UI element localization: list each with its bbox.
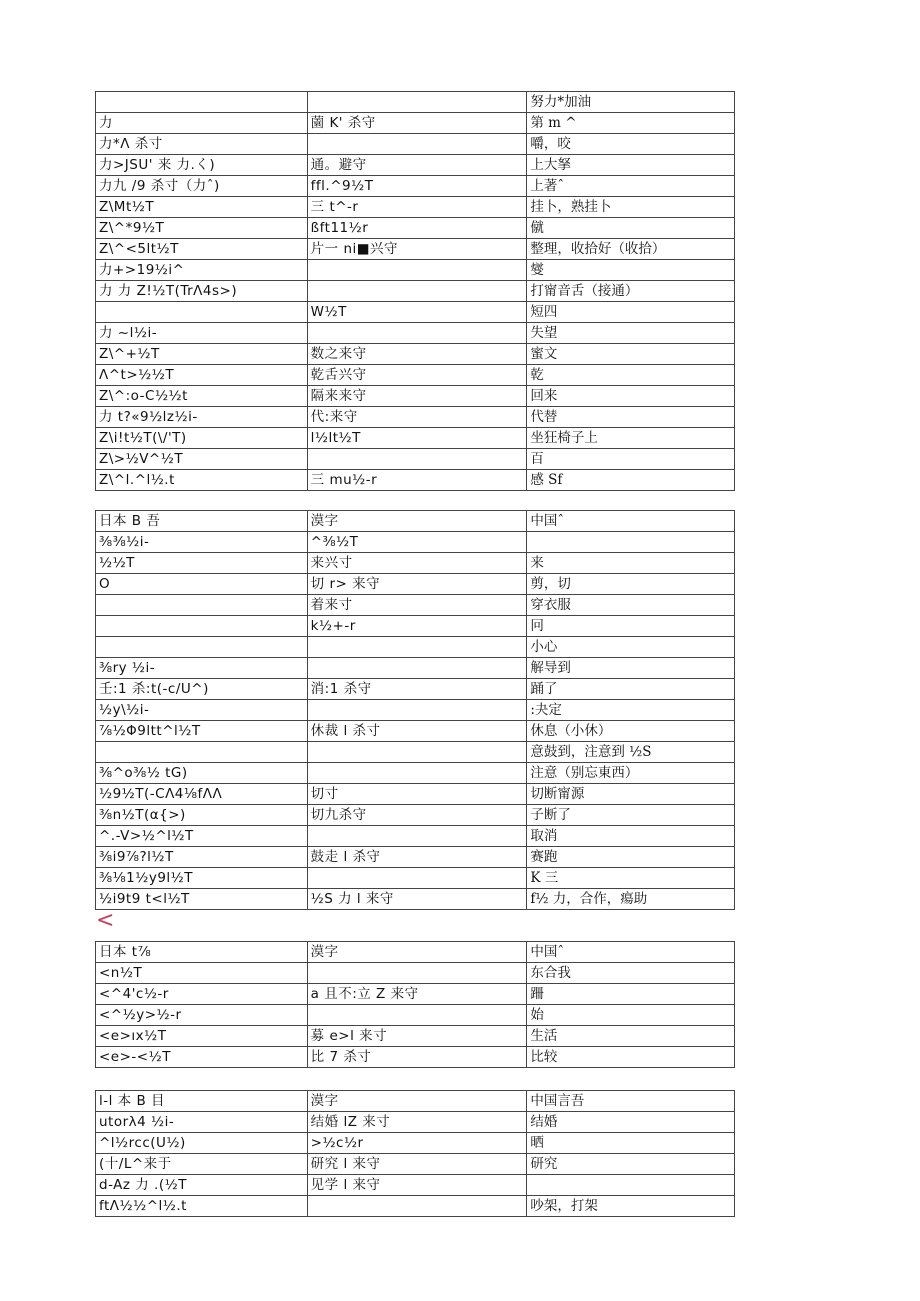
japanese-cell: ftΛ½½^l½.t xyxy=(96,1196,308,1217)
chinese-cell: :夬定 xyxy=(527,700,735,721)
kanji-cell: 通。避守 xyxy=(307,155,527,176)
table-row xyxy=(96,532,735,553)
table-row xyxy=(96,1154,735,1175)
kanji-cell xyxy=(307,963,527,984)
japanese-cell: <e>-<½T xyxy=(96,1047,308,1068)
vocab-table-2 xyxy=(95,510,735,910)
japanese-cell: ½9½T(-CΛ4⅛fΛΛ xyxy=(96,784,308,805)
table-row xyxy=(96,616,735,637)
table-row xyxy=(96,449,735,470)
table-row xyxy=(96,679,735,700)
table-row xyxy=(96,889,735,910)
kanji-cell xyxy=(307,700,527,721)
japanese-cell: ⅜ry ½i- xyxy=(96,658,308,679)
table-row xyxy=(96,1175,735,1196)
chinese-cell: K 三 xyxy=(527,868,735,889)
japanese-cell: Z\>½V^½T xyxy=(96,449,308,470)
table-row xyxy=(96,260,735,281)
table-row xyxy=(96,763,735,784)
kanji-cell: 乾舌兴守 xyxy=(307,365,527,386)
kanji-cell: 漠字 xyxy=(307,1091,527,1112)
japanese-cell: Z\^l.^l½.t xyxy=(96,470,308,491)
chinese-cell: 来 xyxy=(527,553,735,574)
japanese-cell: ⅜n½T(α{>) xyxy=(96,805,308,826)
kanji-cell: 三 t^-r xyxy=(307,197,527,218)
table-row xyxy=(96,197,735,218)
japanese-cell: (十/L^来于 xyxy=(96,1154,308,1175)
table-row xyxy=(96,218,735,239)
japanese-cell: ⅞½Φ9ltt^l½T xyxy=(96,721,308,742)
japanese-cell: utorλ4 ½i- xyxy=(96,1112,308,1133)
table-row xyxy=(96,742,735,763)
japanese-cell: 力+>19½i^ xyxy=(96,260,308,281)
kanji-cell: 漠字 xyxy=(307,942,527,963)
chinese-cell: 吵架，打架 xyxy=(527,1196,735,1217)
table-row xyxy=(96,574,735,595)
kanji-cell: 着来寸 xyxy=(307,595,527,616)
kanji-cell xyxy=(307,826,527,847)
table-row xyxy=(96,553,735,574)
table-row xyxy=(96,984,735,1005)
table-row xyxy=(96,176,735,197)
kanji-cell: 比 7 杀寸 xyxy=(307,1047,527,1068)
kanji-cell: 募 e>l 来寸 xyxy=(307,1026,527,1047)
chinese-cell: 嚼，咬 xyxy=(527,134,735,155)
kanji-cell: 隔来来守 xyxy=(307,386,527,407)
table-row xyxy=(96,721,735,742)
japanese-cell: 力>JSU' 来 力.く) xyxy=(96,155,308,176)
kanji-cell: 结婚 lZ 来寸 xyxy=(307,1112,527,1133)
chinese-cell: 休息（小休） xyxy=(527,721,735,742)
chinese-cell: 打甯音舌（接通） xyxy=(527,281,735,302)
chinese-cell: 百 xyxy=(527,449,735,470)
table-row xyxy=(96,92,735,113)
kanji-cell xyxy=(307,323,527,344)
chinese-cell xyxy=(527,532,735,553)
kanji-cell xyxy=(307,637,527,658)
japanese-cell: 日本 B 吾 xyxy=(96,511,308,532)
kanji-cell xyxy=(307,763,527,784)
chinese-cell: 解导到 xyxy=(527,658,735,679)
table-row xyxy=(96,868,735,889)
japanese-cell: 力九 /9 杀寸（力ˆ) xyxy=(96,176,308,197)
kanji-cell xyxy=(307,742,527,763)
kanji-cell: 休裁 l 杀寸 xyxy=(307,721,527,742)
chinese-cell: 感 Sf xyxy=(527,470,735,491)
kanji-cell: W½T xyxy=(307,302,527,323)
japanese-cell: 壬:1 杀:t(-c/U^) xyxy=(96,679,308,700)
japanese-cell xyxy=(96,637,308,658)
table-row xyxy=(96,805,735,826)
chinese-cell: 踊了 xyxy=(527,679,735,700)
chinese-cell: 僦 xyxy=(527,218,735,239)
back-arrow-icon[interactable]: < xyxy=(96,908,115,933)
chinese-cell: 赛跑 xyxy=(527,847,735,868)
table-row xyxy=(96,826,735,847)
table-row xyxy=(96,407,735,428)
kanji-cell: 三 mu½-r xyxy=(307,470,527,491)
kanji-cell: 薗 K' 杀守 xyxy=(307,113,527,134)
table-row xyxy=(96,1091,735,1112)
vocab-table-3 xyxy=(95,941,735,1068)
chinese-cell: 上著ˆ xyxy=(527,176,735,197)
table-row xyxy=(96,428,735,449)
chinese-cell: 挂卜，熟挂卜 xyxy=(527,197,735,218)
table-row xyxy=(96,365,735,386)
table-row xyxy=(96,511,735,532)
kanji-cell: ½S 力 l 来守 xyxy=(307,889,527,910)
chinese-cell: 意鼓到，注意到 ½S xyxy=(527,742,735,763)
chinese-cell: 中国ˆ xyxy=(527,942,735,963)
table-row xyxy=(96,658,735,679)
japanese-cell: l-l 本 B 目 xyxy=(96,1091,308,1112)
chinese-cell: 上大拏 xyxy=(527,155,735,176)
chinese-cell: 注意（别忘東西） xyxy=(527,763,735,784)
kanji-cell: 漠字 xyxy=(307,511,527,532)
kanji-cell: 数之来守 xyxy=(307,344,527,365)
japanese-cell: ½½T xyxy=(96,553,308,574)
chinese-cell: 中国言吾 xyxy=(527,1091,735,1112)
japanese-cell: ^l½rcc(U½) xyxy=(96,1133,308,1154)
kanji-cell: 切九杀守 xyxy=(307,805,527,826)
chinese-cell: 蜜文 xyxy=(527,344,735,365)
japanese-cell: 日本 t⅞ xyxy=(96,942,308,963)
chinese-cell: 坐狂椅子上 xyxy=(527,428,735,449)
chinese-cell: 东合我 xyxy=(527,963,735,984)
japanese-cell xyxy=(96,302,308,323)
chinese-cell: 研究 xyxy=(527,1154,735,1175)
japanese-cell: 力 ~l½i- xyxy=(96,323,308,344)
kanji-cell: 研究 l 来守 xyxy=(307,1154,527,1175)
kanji-cell xyxy=(307,868,527,889)
japanese-cell: <e>ıx½T xyxy=(96,1026,308,1047)
chinese-cell: 短四 xyxy=(527,302,735,323)
table-row xyxy=(96,942,735,963)
table-row xyxy=(96,595,735,616)
chinese-cell: 整理，收拾好（收拾） xyxy=(527,239,735,260)
japanese-cell: ^.-V>½^l½T xyxy=(96,826,308,847)
kanji-cell: ^⅜½T xyxy=(307,532,527,553)
kanji-cell: 来兴寸 xyxy=(307,553,527,574)
table-row xyxy=(96,1133,735,1154)
kanji-cell xyxy=(307,92,527,113)
chinese-cell: 第 m ^ xyxy=(527,113,735,134)
kanji-cell: 切 r> 来守 xyxy=(307,574,527,595)
japanese-cell: <^4'c½-r xyxy=(96,984,308,1005)
chinese-cell: 跚 xyxy=(527,984,735,1005)
chinese-cell: 冋 xyxy=(527,616,735,637)
table-row xyxy=(96,134,735,155)
table-row xyxy=(96,1026,735,1047)
kanji-cell xyxy=(307,1196,527,1217)
japanese-cell: d-Az 力 .(½T xyxy=(96,1175,308,1196)
table-row xyxy=(96,386,735,407)
japanese-cell: Λ^t>½½T xyxy=(96,365,308,386)
chinese-cell: 燮 xyxy=(527,260,735,281)
chinese-cell: 结婚 xyxy=(527,1112,735,1133)
japanese-cell: Z\^:o-C½½t xyxy=(96,386,308,407)
japanese-cell xyxy=(96,742,308,763)
japanese-cell: ⅜i9⅞?l½T xyxy=(96,847,308,868)
table-row xyxy=(96,1196,735,1217)
table-row xyxy=(96,281,735,302)
kanji-cell xyxy=(307,658,527,679)
chinese-cell: 子断了 xyxy=(527,805,735,826)
table-row xyxy=(96,1112,735,1133)
japanese-cell: O xyxy=(96,574,308,595)
table-row xyxy=(96,700,735,721)
chinese-cell: 晒 xyxy=(527,1133,735,1154)
kanji-cell: >½c½r xyxy=(307,1133,527,1154)
chinese-cell: 剪，切 xyxy=(527,574,735,595)
chinese-cell: 切断甯源 xyxy=(527,784,735,805)
chinese-cell: 代替 xyxy=(527,407,735,428)
table-row xyxy=(96,470,735,491)
japanese-cell: Z\^+½T xyxy=(96,344,308,365)
chinese-cell: 回来 xyxy=(527,386,735,407)
vocab-table-4 xyxy=(95,1090,735,1217)
kanji-cell: 切寸 xyxy=(307,784,527,805)
chinese-cell: 努力*加油 xyxy=(527,92,735,113)
kanji-cell: 消:1 杀守 xyxy=(307,679,527,700)
kanji-cell: ffl.^9½T xyxy=(307,176,527,197)
japanese-cell: ½i9t9 t<l½T xyxy=(96,889,308,910)
table-row xyxy=(96,155,735,176)
table-row xyxy=(96,637,735,658)
kanji-cell: 见学 l 来守 xyxy=(307,1175,527,1196)
japanese-cell: Z\^<5lt½T xyxy=(96,239,308,260)
japanese-cell xyxy=(96,595,308,616)
japanese-cell: 力 t?«9½lz½i- xyxy=(96,407,308,428)
japanese-cell: <^½y>½-r xyxy=(96,1005,308,1026)
japanese-cell xyxy=(96,616,308,637)
japanese-cell: 力 xyxy=(96,113,308,134)
kanji-cell: ßft11½r xyxy=(307,218,527,239)
kanji-cell xyxy=(307,449,527,470)
chinese-cell: 中国ˆ xyxy=(527,511,735,532)
table-row xyxy=(96,113,735,134)
chinese-cell: 取消 xyxy=(527,826,735,847)
kanji-cell: 片一 ni■兴守 xyxy=(307,239,527,260)
japanese-cell: Z\i!t½T(\/'T) xyxy=(96,428,308,449)
table-row xyxy=(96,239,735,260)
table-row xyxy=(96,302,735,323)
japanese-cell: 力 力 Z!½T(TrΛ4s>) xyxy=(96,281,308,302)
chinese-cell: 穿衣服 xyxy=(527,595,735,616)
kanji-cell: a 且不:立 Z 来守 xyxy=(307,984,527,1005)
chinese-cell: 生活 xyxy=(527,1026,735,1047)
table-row xyxy=(96,963,735,984)
kanji-cell: 鼓走 l 杀守 xyxy=(307,847,527,868)
kanji-cell xyxy=(307,134,527,155)
japanese-cell: ⅜⅜½i- xyxy=(96,532,308,553)
kanji-cell: 代:来守 xyxy=(307,407,527,428)
chinese-cell: f½ 力，合作，瘍助 xyxy=(527,889,735,910)
chinese-cell: 比较 xyxy=(527,1047,735,1068)
japanese-cell: Z\^*9½T xyxy=(96,218,308,239)
japanese-cell: Z\Mt½T xyxy=(96,197,308,218)
kanji-cell: l½lt½T xyxy=(307,428,527,449)
table-row xyxy=(96,344,735,365)
japanese-cell: 力*Λ 杀寸 xyxy=(96,134,308,155)
chinese-cell xyxy=(527,1175,735,1196)
kanji-cell xyxy=(307,260,527,281)
chinese-cell: 乾 xyxy=(527,365,735,386)
chinese-cell: 始 xyxy=(527,1005,735,1026)
japanese-cell: <n½T xyxy=(96,963,308,984)
kanji-cell xyxy=(307,281,527,302)
japanese-cell: ½y\½i- xyxy=(96,700,308,721)
kanji-cell: k½+-r xyxy=(307,616,527,637)
japanese-cell xyxy=(96,92,308,113)
chinese-cell: 小心 xyxy=(527,637,735,658)
table-row xyxy=(96,784,735,805)
japanese-cell: ⅜^o⅜½ tG) xyxy=(96,763,308,784)
kanji-cell xyxy=(307,1005,527,1026)
table-row xyxy=(96,323,735,344)
table-row xyxy=(96,1047,735,1068)
table-row xyxy=(96,847,735,868)
chinese-cell: 失望 xyxy=(527,323,735,344)
japanese-cell: ⅜⅛1½y9l½T xyxy=(96,868,308,889)
table-row xyxy=(96,1005,735,1026)
vocab-table-1 xyxy=(95,91,735,491)
